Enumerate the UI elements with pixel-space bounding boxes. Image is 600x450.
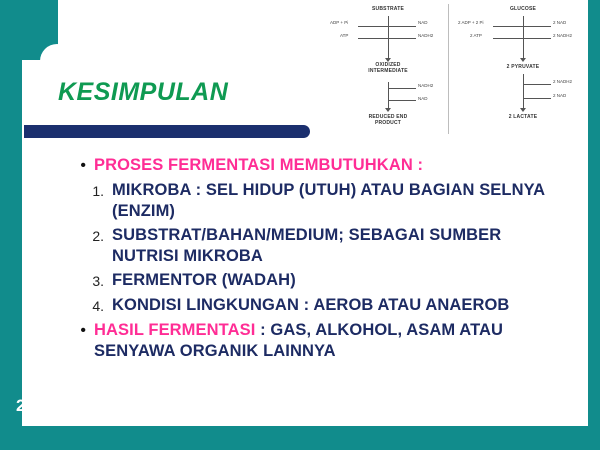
diagram-right-arrow-2 [523,74,524,110]
diagram-left-branch-1 [358,26,388,27]
list-item-label: KONDISI LINGKUNGAN : AEROB ATAU ANAEROB [112,296,510,314]
diagram-right-branch-6 [523,98,551,99]
diagram-right-branch-5 [523,84,551,85]
diagram-right-label-2nadh2: 2 NADH2 [553,33,573,38]
diagram-right-label-2nad-b: 2 NAD [553,93,567,98]
list-item-rest: : GAS, ALKOHOL, ASAM ATAU SENYAWA ORGANIK LAINNYA [94,321,504,360]
list-item-label: FERMENTOR (WADAH) [112,271,296,289]
list-item-marker: 2. [92,228,104,244]
slide-corner-notch-cut [40,44,74,78]
list-item-label: PROSES FERMENTASI MEMBUTUHKAN : [94,156,424,174]
diagram-right-pyruvate-label: 2 PYRUVATE [506,64,540,70]
diagram-right-branch-4 [523,38,551,39]
diagram-right-lactate-label: 2 LACTATE [508,114,538,120]
diagram-right-branch-1 [493,26,523,27]
list-item [60,295,560,317]
list-item-highlight: HASIL FERMENTASI [94,321,256,339]
slide-frame-left [0,0,22,450]
bullet-list [60,155,560,365]
diagram-left-label-nadh2: NADH2 [418,33,434,38]
diagram-right-label-2nadh2-b: 2 NADH2 [553,79,573,84]
list-item-marker: 1. [92,183,104,199]
diagram-right-arrowhead-2 [520,108,526,112]
list-item [60,270,560,292]
diagram-left-label-nad-b: NAD [418,96,428,101]
diagram-divider [448,4,449,134]
title-underline-bar [24,125,310,138]
page-title: KESIMPULAN [58,78,229,106]
fermentation-pathway-diagram [318,0,586,140]
list-item-marker: • [80,322,86,339]
slide-frame-bottom [0,426,600,450]
diagram-right-label-2adp: 2 ADP + 2 Pi [458,20,484,25]
diagram-right-branch-2 [493,38,523,39]
diagram-left-arrow-2 [388,82,389,110]
diagram-left-label-nadh2-b: NADH2 [418,83,434,88]
diagram-left-branch-4 [388,38,416,39]
diagram-left-label-nad: NAD [418,20,428,25]
diagram-right-arrowhead-1 [520,58,526,62]
diagram-left-branch-3 [388,26,416,27]
list-item-marker: 3. [92,273,104,289]
diagram-left-arrowhead-2 [385,108,391,112]
list-item-marker: 4. [92,298,104,314]
diagram-left-intermediate-label: OXIDIZED INTERMEDIATE [368,62,408,75]
diagram-left-substrate-label: SUBSTRATE [372,6,404,12]
diagram-left-branch-2 [358,38,388,39]
list-item-marker: • [80,157,86,174]
list-item-label-final [94,320,560,362]
slide-frame-right [588,0,600,450]
diagram-right-label-2atp: 2 ATP [470,33,482,38]
list-item-label: SUBSTRAT/BAHAN/MEDIUM; SEBAGAI SUMBER NUTRISI MIKROBA [112,226,502,265]
diagram-left-label-atp: ATP [340,33,349,38]
list-item [60,225,560,267]
list-item [60,180,560,222]
diagram-right-label-2nad: 2 NAD [553,20,567,25]
list-item [60,155,560,177]
list-item-final [60,320,560,362]
list-item-label: MIKROBA : SEL HIDUP (UTUH) ATAU BAGIAN SELNYA (ENZIM) [112,181,545,220]
page-number: 22 [16,396,35,415]
diagram-left-endproduct-label: REDUCED END PRODUCT [368,114,408,127]
title-underline-bar-gap [24,138,310,142]
diagram-left-label-adp: ADP + Pi [330,20,349,25]
diagram-right-glucose-label: GLUCOSE [509,6,537,12]
diagram-right-branch-3 [523,26,551,27]
diagram-left-branch-6 [388,100,416,101]
diagram-left-branch-5 [388,88,416,89]
